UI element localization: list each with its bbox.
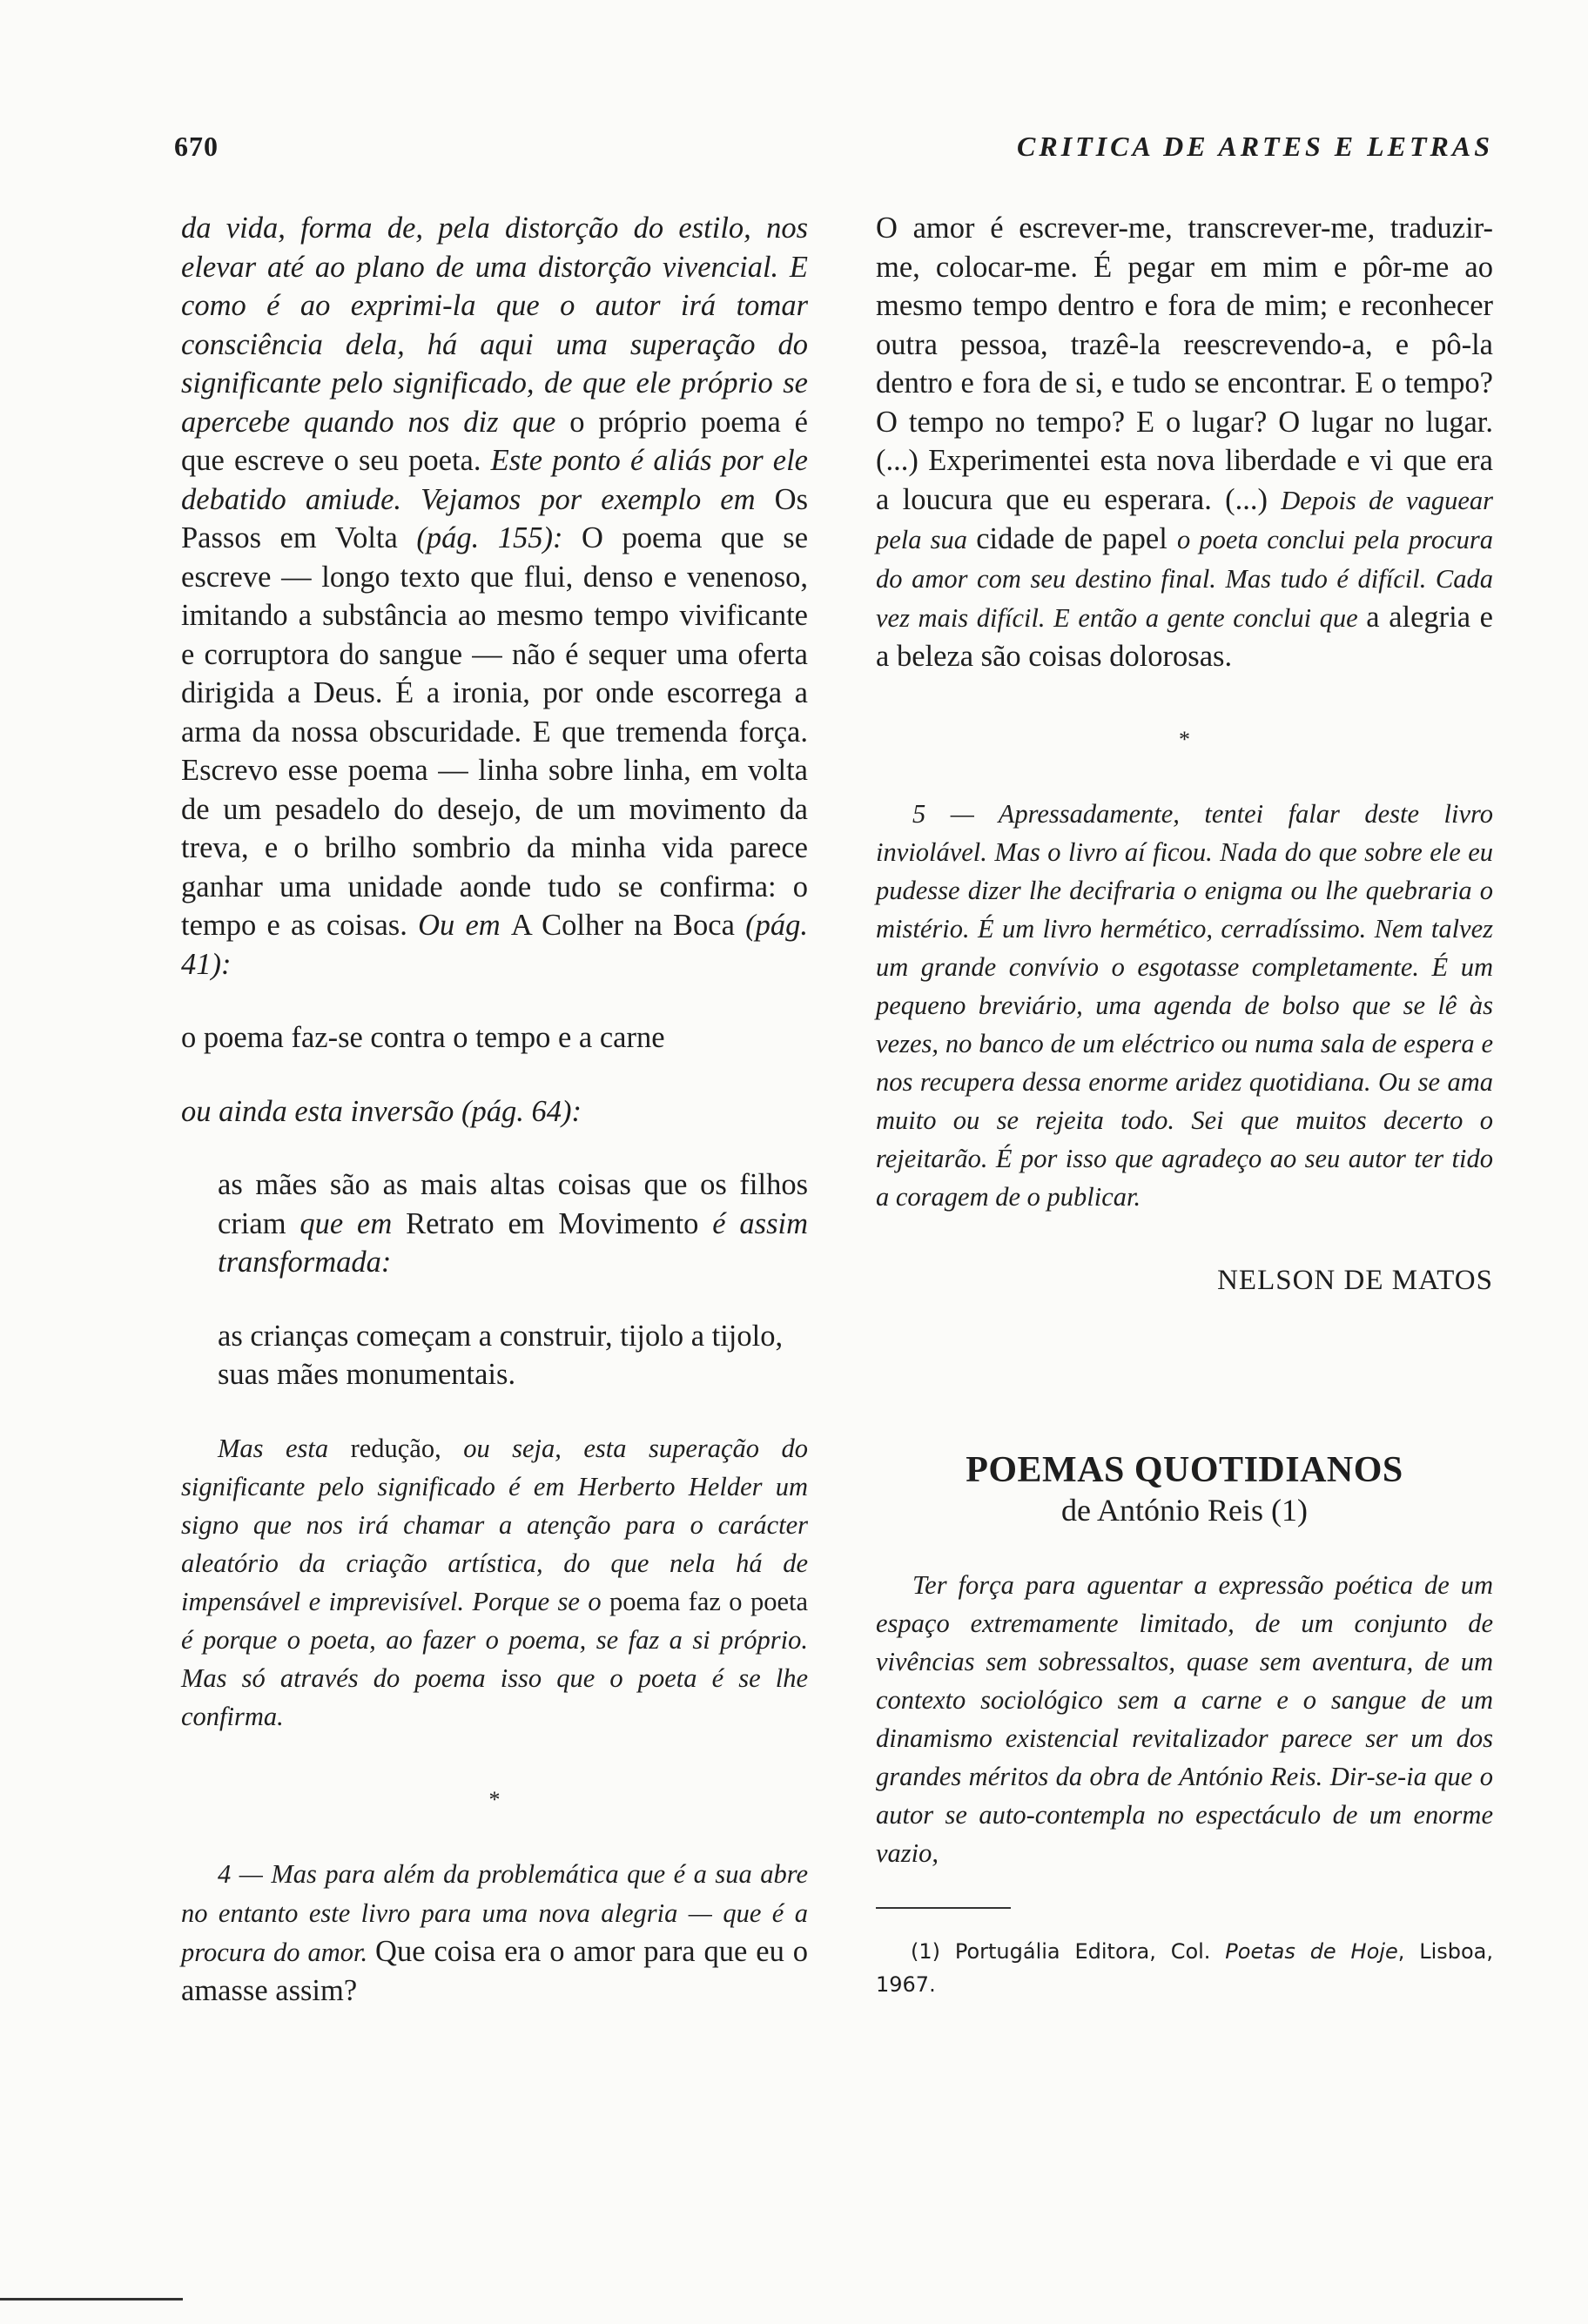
footnote-text: Portugália Editora, Col. (940, 1939, 1226, 1964)
footnote-marker: (1) (911, 1939, 940, 1964)
paragraph-6: Ter força para aguentar a expressão poética de um espaço extremamente limitado, de um conjunto de vivências sem sobressaltos, quase sem aventura, de um contexto sociológico sem a carne e o sangue de um dinamismo existencial revitalizador parece ser um dos grandes méritos da obra de António Reis. Dir-se-ia que o autor se auto-contempla no espectáculo de um enorme vazio, (876, 1570, 1493, 1868)
text-run: ou seja, esta superação do significante pelo significado é em Herberto Helder um signo que nos irá chamar a atenção para o carácter aleatório da criação artística, do que nela há de impensável e imprevisível. Porque se o (181, 1433, 808, 1616)
section-asterisk: * (488, 1786, 501, 1812)
footnote-reference: (1) (1271, 1493, 1308, 1528)
text-run: o próprio poema é que escreve o seu poeta. (181, 405, 808, 477)
footnote-divider (876, 1907, 1011, 1909)
book-title: Retrato em Movimento (406, 1206, 713, 1240)
section-title: POEMAS QUOTIDIANOS (966, 1450, 1403, 1490)
text-run: da vida, forma de, pela distorção do estilo, nos elevar até ao plano de uma distorção vivencial. E como é ao exprimi-la que o autor irá tomar consciência dela, há aqui uma superação do significante pelo significado, de que ele próprio se apercebe quando nos diz que (181, 212, 808, 439)
text-run: 4 — Mas para além da problemática que é a sua abre no entanto este livro para uma nova alegria — que é a procura do amor. (181, 1859, 808, 1967)
paragraph-5: 5 — Apressadamente, tentei falar deste livro inviolável. Mas o livro aí ficou. Nada do que sobre ele eu pudesse dizer lhe decifraria o enigma ou lhe quebraria o mistério. É um livro hermético, cerradíssimo. Nem talvez um grande convívio o esgotasse completamente. É um pequeno breviário, uma agenda de bolso que se lê às vezes, no banco de um eléctrico ou numa sala de espera e nos recupera dessa enorme aridez quotidiana. Ou se ama muito ou se rejeita todo. Sei que muitos decerto o rejeitarão. É por isso que agradeço ao seu autor ter tido a coragem de o publicar. (876, 798, 1493, 1212)
right-column (876, 209, 1493, 2001)
paragraph-right-1 (876, 209, 1493, 675)
quoted-text: Que coisa era o amor para que eu o amasse assim? (181, 1935, 808, 2007)
quoted-text: O poema que se escreve — longo texto que flui, denso e venenoso, imitando a substância ao mesmo tempo vivificante e corruptora do sangue — não é sequer uma oferta dirigida a Deus. É a ironia, por onde escorrega a arma da nossa obscuridade. E que tremenda força. Escrevo esse poema — linha sobre linha, em volta de um pesadelo do desejo, de um movimento da treva, e o brilho sombrio da minha vida parece ganhar uma unidade aonde tudo se confirma: o tempo e as coisas. (181, 521, 809, 942)
text-run: o poeta conclui pela procura do amor com seu destino final. Mas tudo é difícil. Cada vez mais difícil. E então a gente conclui que (876, 524, 1493, 633)
text-run: (pág. 41): (181, 909, 808, 981)
text-run: Mas esta (218, 1433, 351, 1463)
quoted-text: O amor é escrever-me, transcrever-me, traduzir-me, colocar-me. É pegar em mim e pôr-me ao mesmo tempo dentro e fora de mim; e reconhecer outra pessoa, trazê-la reescrevendo-a, e pô-la dentro e fora de si, e tudo se encontrar. E o tempo? O tempo no tempo? E o lugar? O lugar no lugar. (...) Experimentei esta nova liberdade e vi que era a loucura que eu esperara. (...) (876, 212, 1493, 516)
section-asterisk: * (1179, 727, 1190, 752)
left-column (181, 209, 808, 2011)
subtitle-text: de António Reis (1061, 1493, 1263, 1528)
text-run: que em (299, 1206, 407, 1240)
text-run: é assim transformada: (218, 1206, 808, 1279)
footnote (876, 1935, 1493, 2001)
text-run: é porque o poeta, ao fazer o poema, se faz a si próprio. Mas só através do poema isso que o poeta é se lhe confirma. (181, 1624, 808, 1731)
quoted-text: a alegria e a beleza são coisas dolorosas. (876, 600, 1493, 673)
text-run: poema faz o poeta (609, 1586, 808, 1616)
page-number: 670 (174, 131, 219, 162)
paragraph-3 (181, 1429, 808, 1736)
page-header (174, 131, 1493, 176)
block-quote-3: as crianças começam a construir, tijolo a tijolo, suas mães monumentais. (218, 1319, 784, 1391)
lead-text-2: ou ainda esta inversão (pág. 64): (181, 1094, 582, 1128)
running-title: CRITICA DE ARTES E LETRAS (1017, 131, 1493, 162)
section-subtitle (876, 1491, 1493, 1529)
text-run: Este ponto é aliás por ele debatido amiude. Vejamos por exemplo em (181, 444, 808, 516)
author-signature: NELSON DE MATOS (1217, 1264, 1493, 1296)
book-title: A Colher na Boca (510, 909, 746, 942)
book-title: Os Passos em Volta (181, 482, 808, 554)
page-edge-rule (0, 2298, 183, 2300)
quoted-text: as mães são as mais altas coisas que os filhos criam (218, 1168, 808, 1240)
block-quote-1: o poema faz-se contra o tempo e a carne (181, 1021, 665, 1054)
text-run: Depois de vaguear pela sua (876, 485, 1494, 554)
text-run: cidade de papel (976, 521, 1177, 555)
paragraph-4 (181, 1854, 808, 2011)
text-run: redução, (350, 1433, 464, 1463)
footnote-series: Poetas de Hoje (1225, 1939, 1398, 1964)
intro-paragraph (181, 209, 808, 984)
text-run: Ou em (418, 909, 511, 942)
footnote-text: , Lisboa, 1967. (876, 1939, 1493, 1997)
block-quote-2 (181, 1165, 808, 1282)
text-run: (pág. 155): (416, 521, 582, 554)
